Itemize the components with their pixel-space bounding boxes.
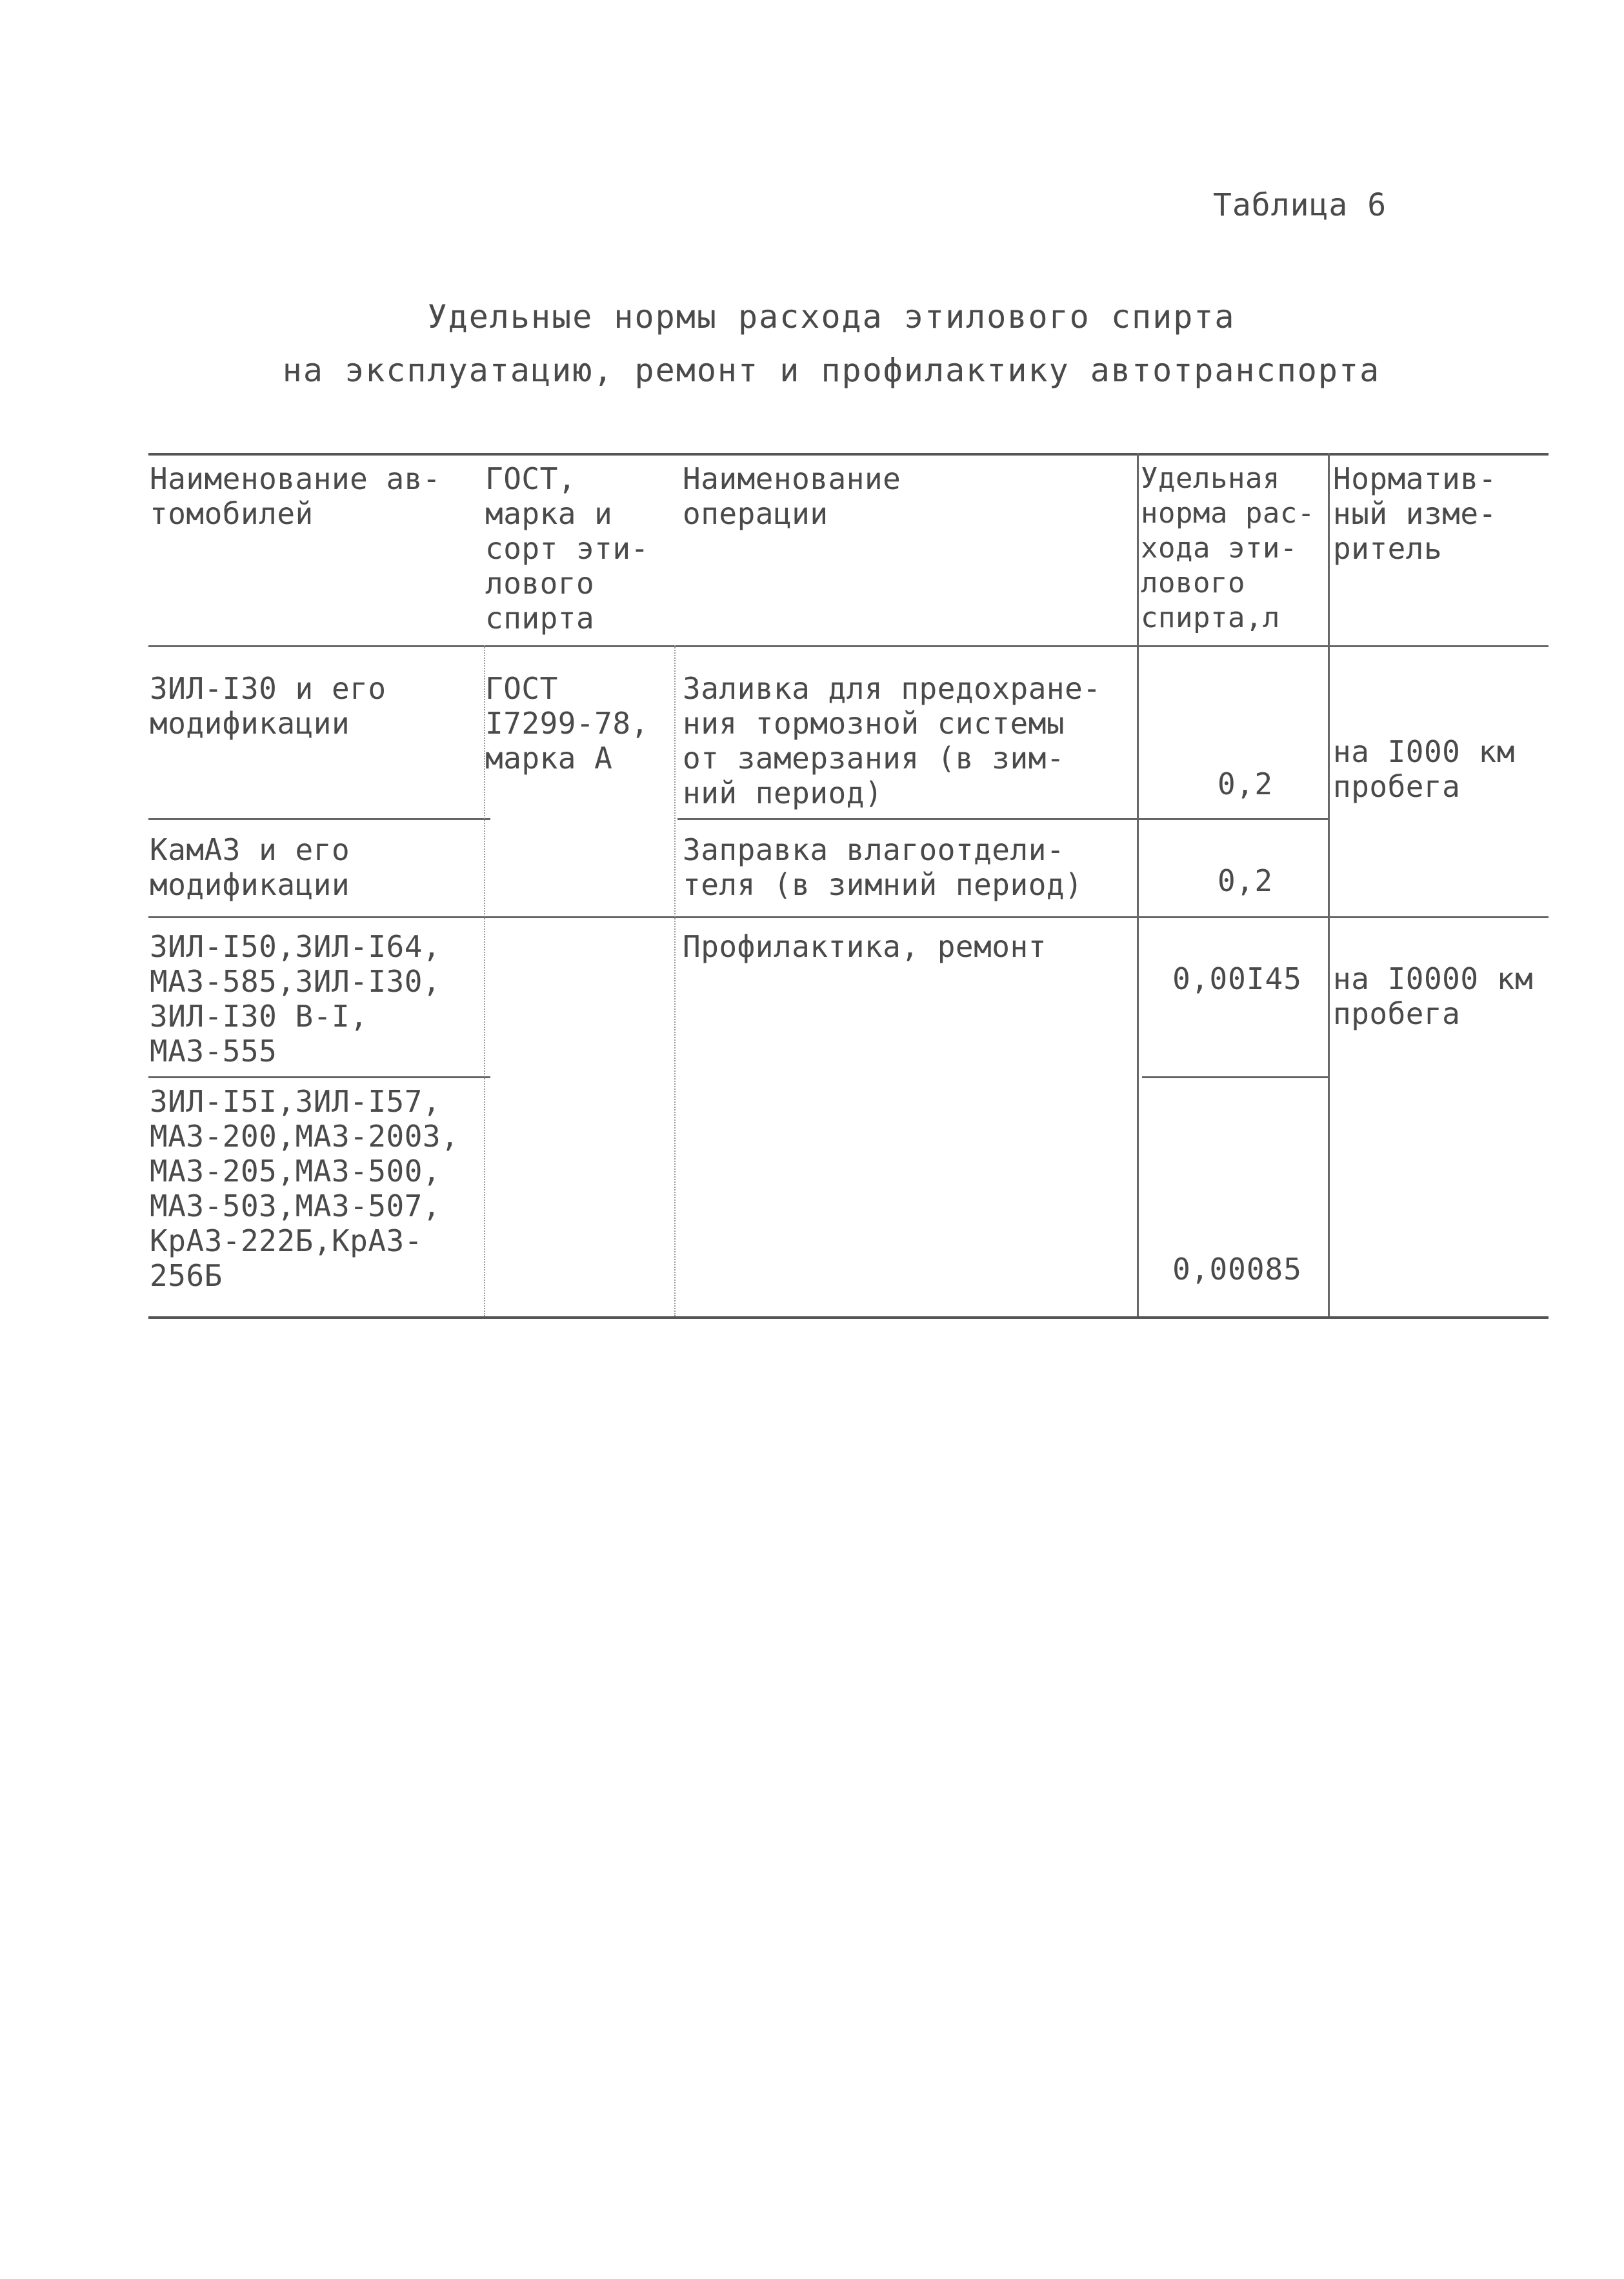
operation-cell: Профилактика, ремонт [683,929,1047,964]
row-rule-1-vehicles [148,818,490,820]
table-top-rule [148,453,1549,456]
col-rule-3 [1137,453,1139,1316]
unit-cell: на I000 км пробега [1333,734,1515,804]
column-header-gost: ГОСТ, марка и сорт эти- лового спирта [485,461,649,636]
row-rule-2 [148,916,1549,918]
table-bottom-rule [148,1316,1549,1319]
column-header-operation: Наименование операции [683,461,901,531]
row-rule-3-vehicles [148,1076,490,1078]
operation-cell: Заливка для предохране- ния тормозной системы от замерзания (в зим- ний период) [683,671,1101,810]
gost-cell: ГОСТ I7299-78, марка А [485,671,649,776]
vehicles-cell: КамАЗ и его модификации [150,832,350,902]
norm-cell: 0,2 [1217,863,1274,898]
column-header-norm: Удельная норма рас- хода эти- лового спирта,л [1141,462,1315,634]
header-bottom-rule [148,645,1549,647]
norm-cell: 0,00I45 [1172,961,1302,996]
row-rule-1-operation [677,818,1329,820]
vehicles-cell: ЗИЛ-I50,ЗИЛ-I64, МАЗ-585,ЗИЛ-I30, ЗИЛ-I30 В-I, МАЗ-555 [150,929,441,1069]
unit-cell: на I0000 км пробега [1333,961,1534,1031]
col-rule-2 [674,645,676,1316]
norm-cell: 0,00085 [1172,1252,1302,1287]
column-header-unit: Норматив- ный изме- ритель [1333,461,1497,566]
document-title-line-1: Удельные нормы расхода этилового спирта [427,298,1236,336]
vehicles-cell: ЗИЛ-I5I,ЗИЛ-I57, МАЗ-200,МАЗ-2003, МАЗ-205,МАЗ-500, МАЗ-503,МАЗ-507, КрАЗ-222Б,КрАЗ- 256Б [150,1084,459,1293]
column-header-vehicles: Наименование ав- томобилей [150,461,441,531]
table-number: Таблица 6 [1213,187,1387,223]
document-title-line-2: на эксплуатацию, ремонт и профилактику автотранспорта [282,352,1381,389]
row-rule-3-norm [1142,1076,1329,1078]
operation-cell: Заправка влагоотдели- теля (в зимний период) [683,832,1083,902]
norm-cell: 0,2 [1217,767,1274,801]
vehicles-cell: ЗИЛ-I30 и его модификации [150,671,386,741]
